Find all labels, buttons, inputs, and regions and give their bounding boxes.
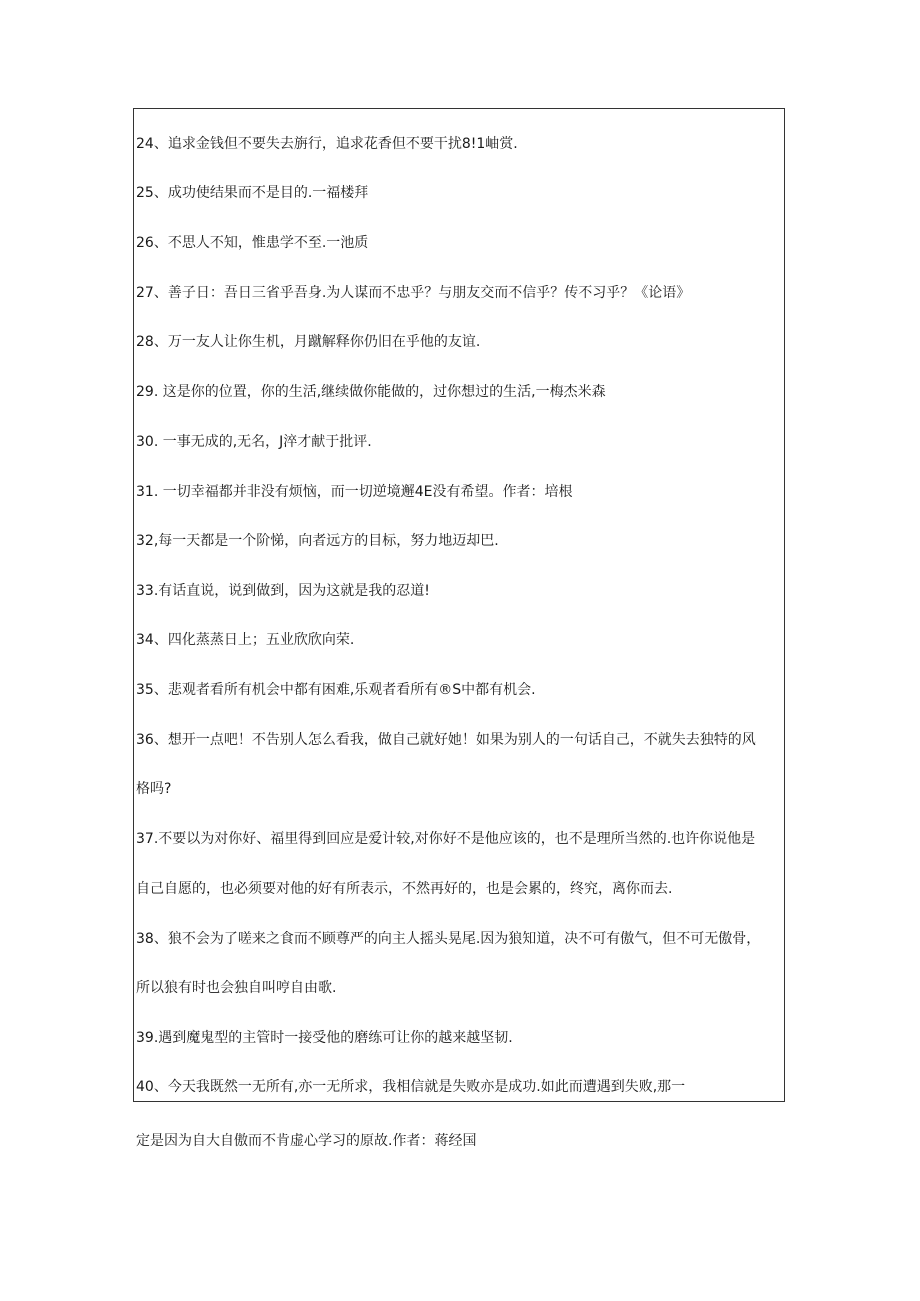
quote-table-border	[133, 108, 785, 1102]
quote-line: 自己自愿的，也必须要对他的好有所表示，不然再好的，也是会累的，终究，离你而去.	[136, 881, 673, 897]
quote-line: 35、悲观者看所有机会中都有困难,乐观者看所有®S中都有机会.	[136, 682, 536, 698]
quote-line: 37.不要以为对你好、福里得到回应是爱计较,对你好不是他应该的，也不是理所当然的.也许你说他是	[136, 831, 756, 847]
quote-line: 36、想开一点吧！不告别人怎么看我，做自己就好她！如果为别人的一句话自己，不就失去独特的风	[136, 732, 756, 748]
quote-line: 格吗?	[136, 781, 172, 797]
quote-line: 30. 一事无成的,无名，J淬才献于批评.	[136, 434, 372, 450]
quote-line: 32,每一天都是一个阶悌，向者远方的目标，努力地迈却巴.	[136, 533, 499, 549]
quote-line: 25、成功使结果而不是目的.一福楼拜	[136, 185, 369, 201]
quote-line: 28、万一友人让你生机，月蹴解释你仍旧在乎他的友谊.	[136, 334, 481, 350]
quote-line: 24、追求金钱但不要失去旃行，追求花香但不要干扰8!1岫赏.	[136, 136, 518, 152]
quote-line: 29. 这是你的位置，你的生活,继续做你能做的，过你想过的生活,一梅杰米森	[136, 384, 606, 400]
quote-line: 所以狼有时也会独自叫哼自由歌.	[136, 980, 337, 996]
quote-line: 40、今天我既然一无所有,亦一无所求，我相信就是失败亦是成功.如此而遭遇到失败,那一	[136, 1079, 686, 1095]
quote-line: 26、不思人不知，惟患学不至.一池质	[136, 235, 369, 251]
quote-line: 39.遇到魔鬼型的主管时一接受他的磨练可让你的越来越坚韧.	[136, 1030, 513, 1046]
trailing-text: 定是因为自大自傲而不肯虚心学习的原故.作者：蒋经国	[136, 1133, 477, 1149]
quote-line: 38、狼不会为了嗟来之食而不顾尊严的向主人摇头晃尾.因为狼知道，决不可有傲气，但不可无傲骨，	[136, 931, 761, 947]
quote-line: 33.有话直说，说到做到，因为这就是我的忍道!	[136, 583, 430, 599]
quote-line: 34、四化蒸蒸日上；五业欣欣向荣.	[136, 632, 355, 648]
quote-line: 27、善子日：吾日三省乎吾身.为人谋而不忠乎？与朋友交而不信乎？传不习乎？《论语》	[136, 285, 691, 301]
quote-line: 31. 一切幸福都并非没有烦恼，而一切逆境邂4E没有希望。作者：培根	[136, 484, 573, 500]
